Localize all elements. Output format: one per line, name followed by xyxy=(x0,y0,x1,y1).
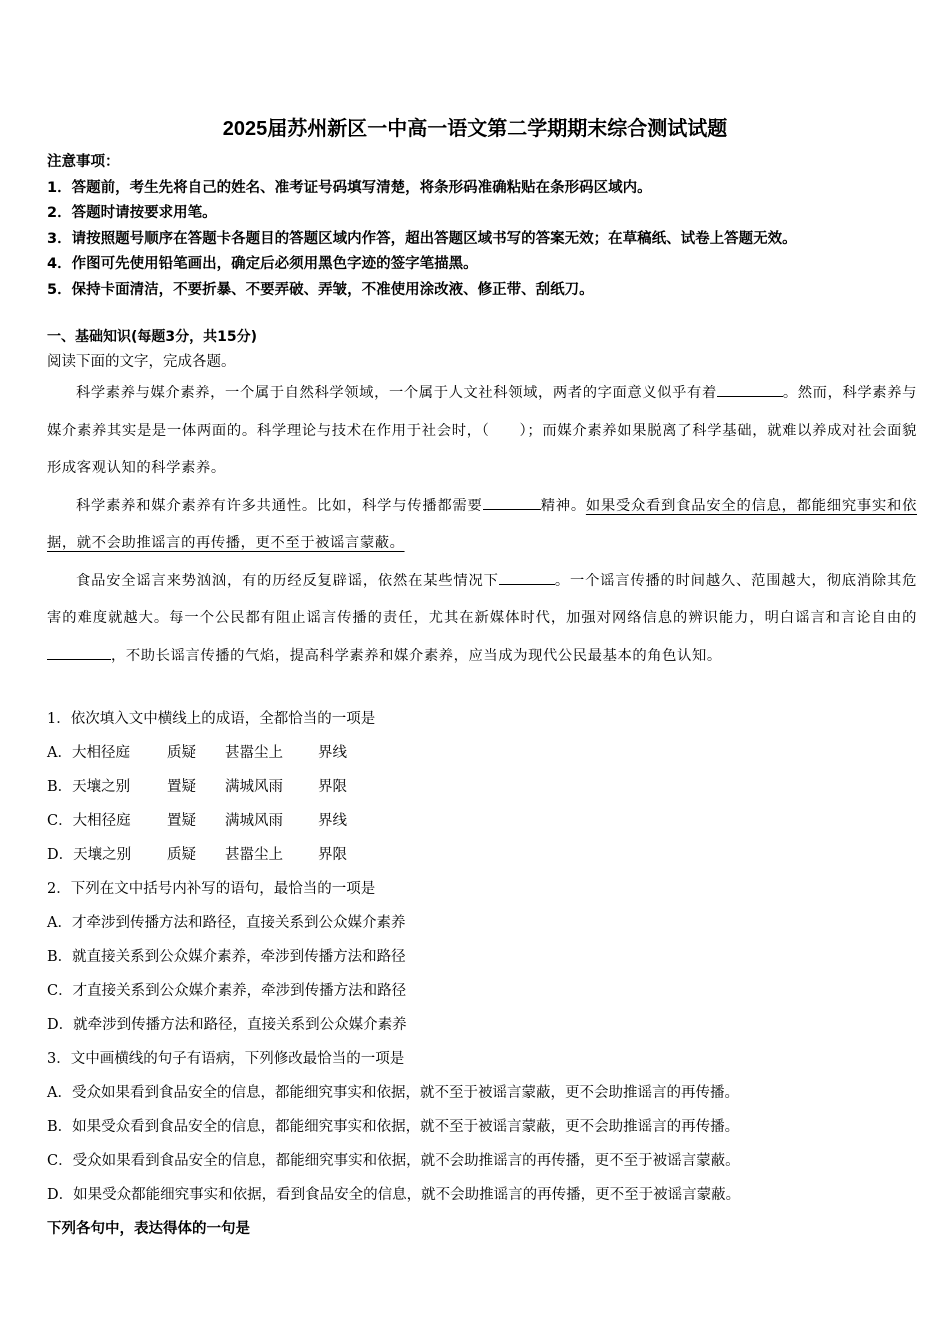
option-b[interactable] xyxy=(47,770,917,804)
option-d[interactable] xyxy=(47,838,917,872)
fill-blank xyxy=(717,382,783,397)
question-1 xyxy=(47,702,917,1246)
passage-paragraph-1 xyxy=(47,375,917,488)
underlined-sentence: 如果受众看到食品安全的信息，都能细究事实和依据，就不会助推谣言的再传播，更不至于被谣言蒙蔽。 xyxy=(47,497,917,551)
passage-text: 。一个谣言传播的时间越久、范围越大，彻底消除其危害的难度就越大。每一个公民都有阻止谣言传播的责任，尤其在新媒体时代，加强对网络信息的辨识能力，明白谣言和言论自由的 xyxy=(47,572,917,626)
option-word: 界限 xyxy=(318,779,347,795)
passage-text: 科学素养和媒介素养有许多共通性。比如，科学与传播都需要 xyxy=(76,497,483,514)
question-stem: 2．下列在文中括号内补写的语句，最恰当的一项是 xyxy=(47,881,376,897)
option-b[interactable]: B．就直接关系到公众媒介素养，牵涉到传播方法和路径 xyxy=(47,949,406,965)
option-a[interactable] xyxy=(47,736,917,770)
option-d[interactable]: D．就牵涉到传播方法和路径，直接关系到公众媒介素养 xyxy=(47,1017,407,1033)
passage-text: 食品安全谣言来势汹汹，有的历经反复辟谣，依然在某些情况下 xyxy=(76,572,499,589)
option-d[interactable]: D．如果受众都能细究事实和依据，看到食品安全的信息，就不会助推谣言的再传播，更不至于被谣言蒙蔽。 xyxy=(47,1187,741,1203)
option-word: 甚嚣尘上 xyxy=(225,745,283,761)
section-basic-knowledge xyxy=(47,325,917,675)
option-word: D．天壤之别 xyxy=(47,847,132,863)
option-word: A．大相径庭 xyxy=(47,745,130,761)
option-a[interactable]: A．受众如果看到食品安全的信息，都能细究事实和依据，就不至于被谣言蒙蔽，更不会助推谣言的再传播。 xyxy=(47,1085,739,1101)
notes-heading: 注意事项： xyxy=(47,154,120,170)
option-c[interactable]: C．受众如果看到食品安全的信息，都能细究事实和依据，就不会助推谣言的再传播，更不至于被谣言蒙蔽。 xyxy=(47,1153,740,1169)
option-word: 置疑 xyxy=(167,813,196,829)
question-4-stem: 下列各句中，表达得体的一句是 xyxy=(47,1221,250,1237)
option-b[interactable]: B．如果受众看到食品安全的信息，都能细究事实和依据，就不至于被谣言蒙蔽，更不会助推谣言的再传播。 xyxy=(47,1119,740,1135)
option-word: B．天壤之别 xyxy=(47,779,131,795)
passage-text: 。然而，科学素养与媒介素养其实是是一体两面的。科学理论与技术在作用于社会时，（ ）；而媒介素养如果脱离了科学基础，就难以养成对社会面貌形成客观认知的科学素养。 xyxy=(47,385,917,476)
passage-paragraph-3 xyxy=(47,563,917,676)
fill-blank xyxy=(47,645,111,660)
question-stem: 3．文中画横线的句子有语病，下列修改最恰当的一项是 xyxy=(47,1051,405,1067)
passage-text: 精神。 xyxy=(540,497,586,514)
question-stem: 1．依次填入文中横线上的成语，全都恰当的一项是 xyxy=(47,711,376,727)
option-word: 满城风雨 xyxy=(225,779,283,795)
option-c[interactable] xyxy=(47,804,917,838)
option-a[interactable]: A．才牵涉到传播方法和路径，直接关系到公众媒介素养 xyxy=(47,915,406,931)
option-word: 质疑 xyxy=(167,745,196,761)
note-item: 5．保持卡面清洁，不要折暴、不要弄破、弄皱，不准使用涂改液、修正带、刮纸刀。 xyxy=(47,281,594,298)
option-word: 置疑 xyxy=(167,779,196,795)
option-word: 满城风雨 xyxy=(225,813,283,829)
option-word: C．大相径庭 xyxy=(47,813,131,829)
fill-blank xyxy=(483,495,541,510)
passage-paragraph-2 xyxy=(47,488,917,563)
notes-block xyxy=(47,150,917,303)
option-c[interactable]: C．才直接关系到公众媒介素养，牵涉到传播方法和路径 xyxy=(47,983,407,999)
passage-text: 科学素养与媒介素养，一个属于自然科学领域，一个属于人文社科领域，两者的字面意义似乎有着 xyxy=(76,385,717,401)
note-item: 4．作图可先使用铅笔画出，确定后必须用黑色字迹的签字笔描黑。 xyxy=(47,256,478,272)
option-word: 界线 xyxy=(318,813,347,829)
option-word: 质疑 xyxy=(167,847,196,863)
passage-text: ，不助长谣言传播的气焰，提高科学素养和媒介素养，应当成为现代公民最基本的角色认知。 xyxy=(111,647,722,664)
note-item: 2．答题时请按要求用笔。 xyxy=(47,205,217,221)
note-item: 3．请按照题号顺序在答题卡各题目的答题区域内作答，超出答题区域书写的答案无效；在草稿纸、试卷上答题无效。 xyxy=(47,230,797,247)
section-heading: 一、基础知识(每题3分，共15分) xyxy=(47,329,258,345)
option-word: 界限 xyxy=(318,847,347,863)
page-title: 2025届苏州新区一中高一语文第二学期期末综合测试试题 xyxy=(222,118,728,140)
option-word: 界线 xyxy=(318,745,347,761)
section-instruction: 阅读下面的文字，完成各题。 xyxy=(47,354,236,370)
fill-blank xyxy=(499,570,555,585)
note-item: 1．答题前，考生先将自己的姓名、准考证号码填写清楚，将条形码准确粘贴在条形码区域内。 xyxy=(47,179,652,196)
option-word: 甚嚣尘上 xyxy=(225,847,283,863)
